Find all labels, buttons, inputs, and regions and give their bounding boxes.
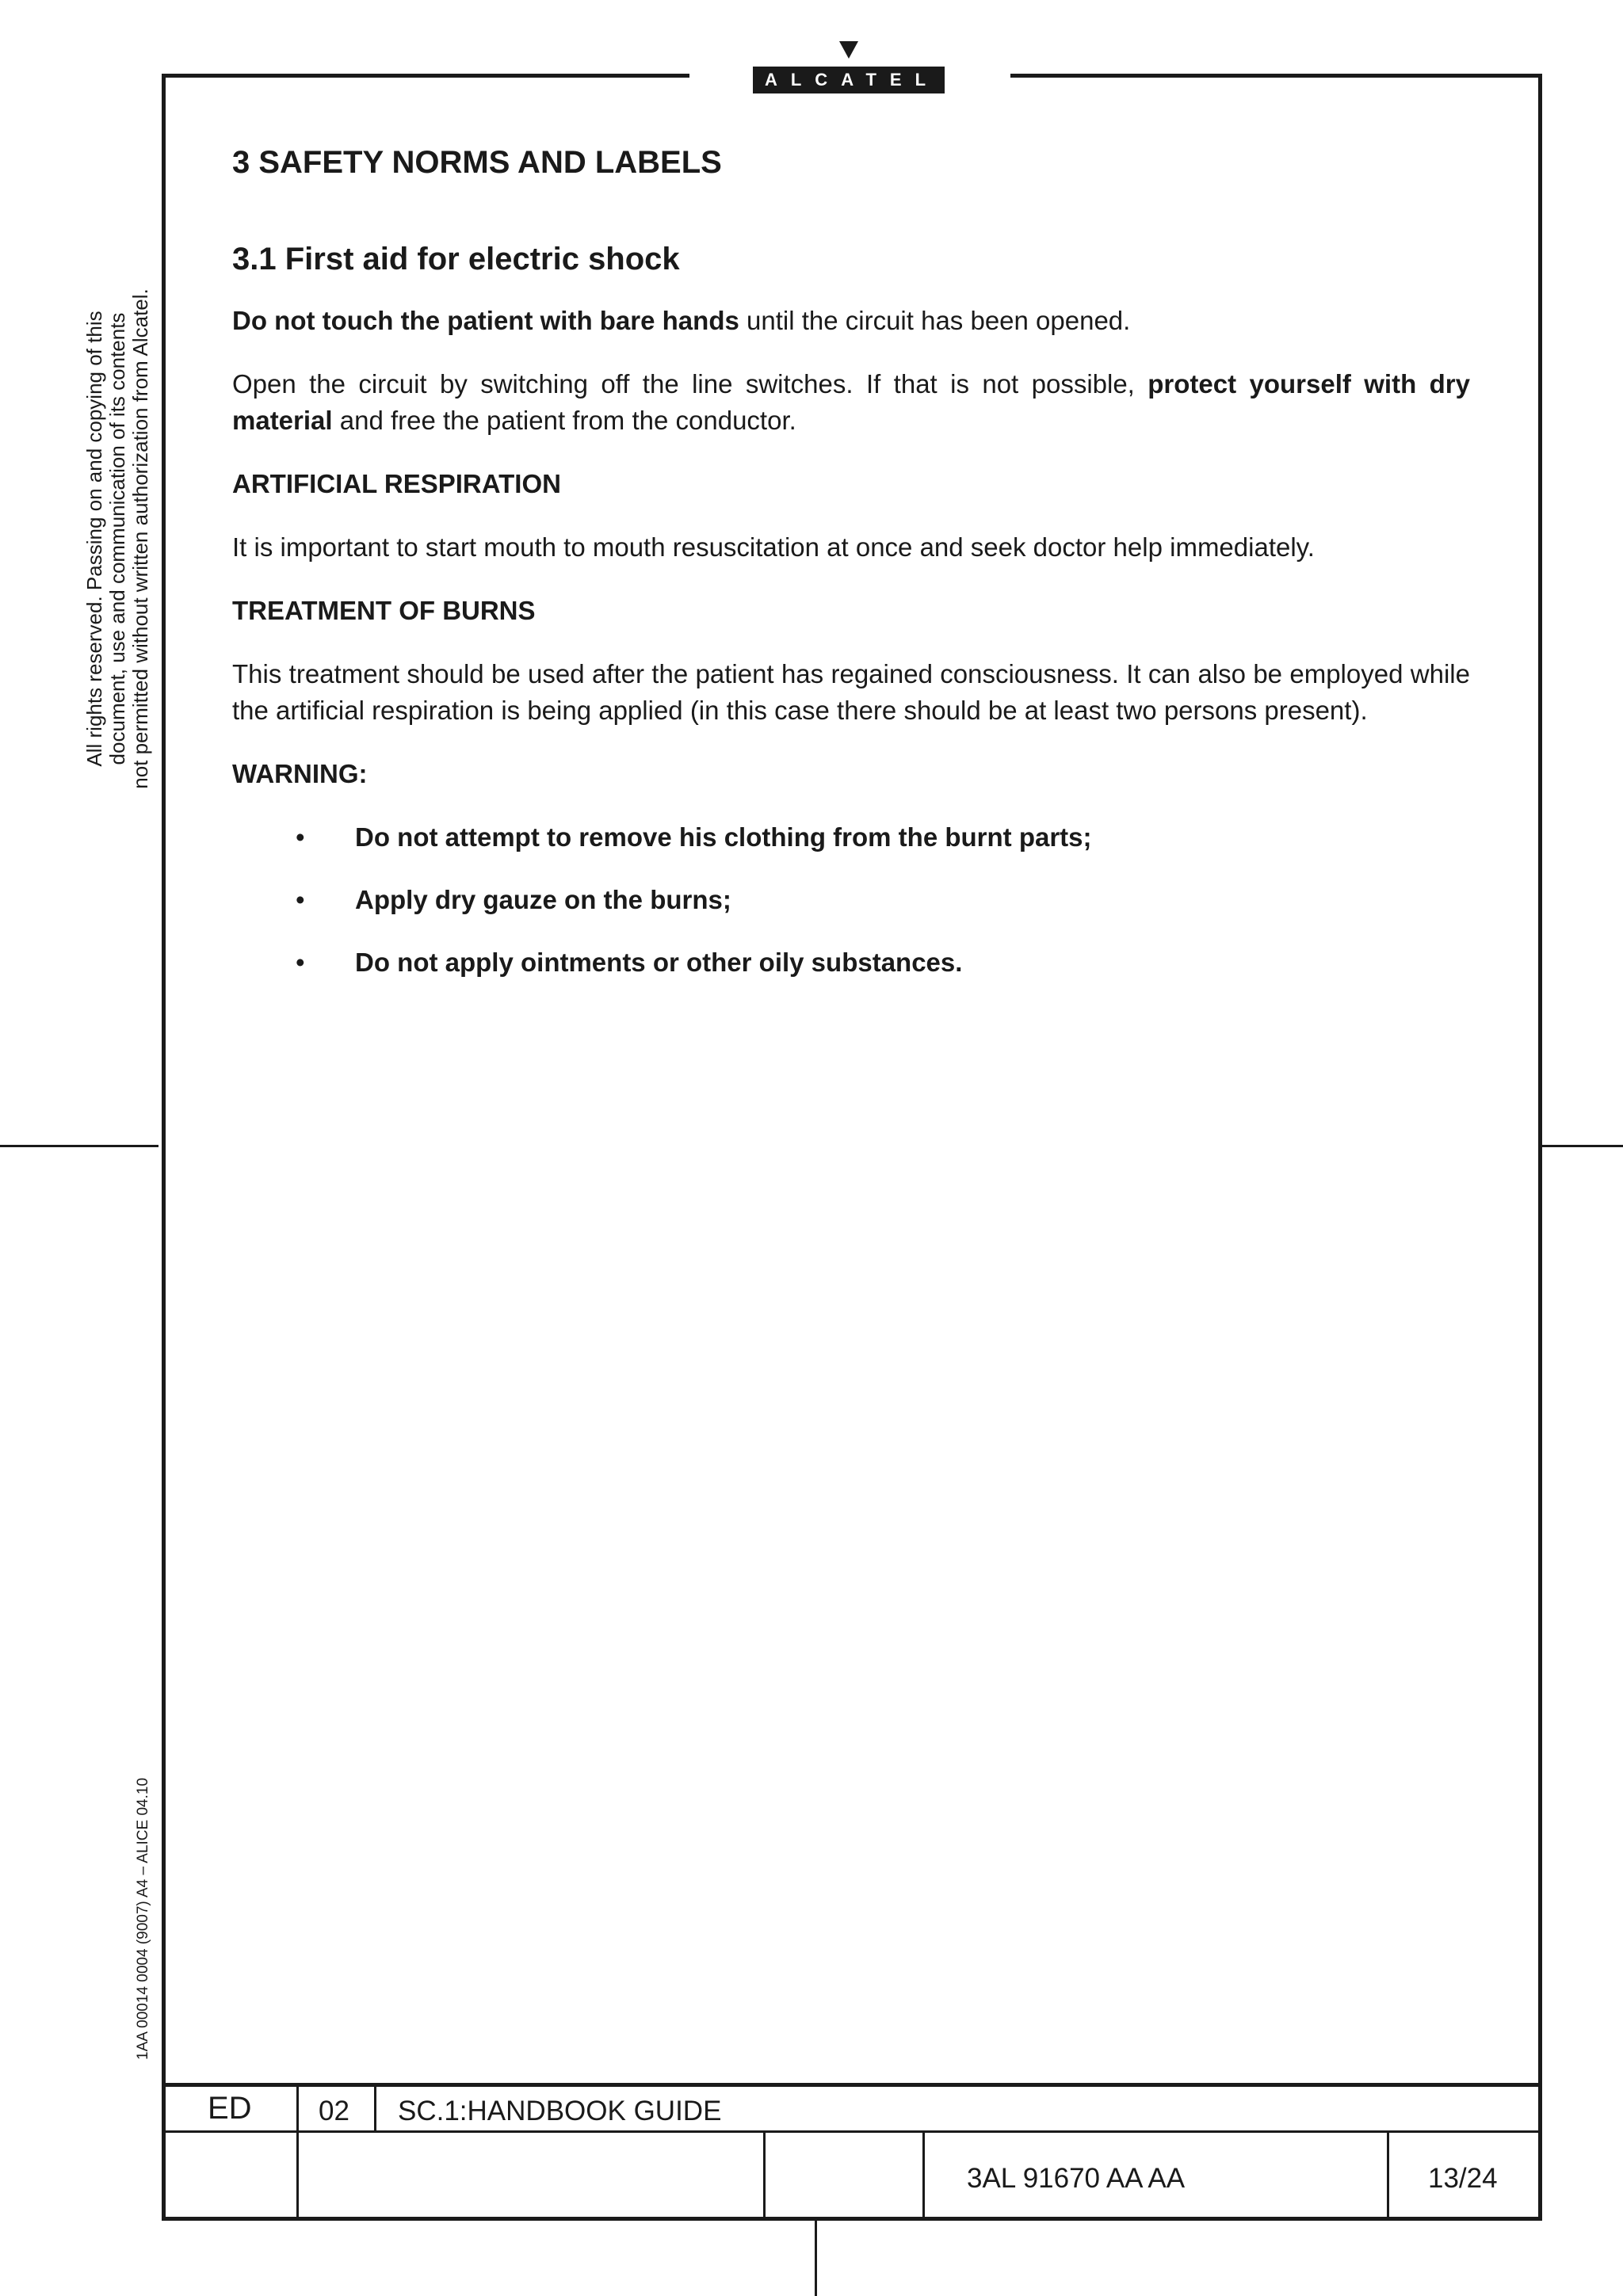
footer-divider (1387, 2130, 1389, 2221)
footer-divider (296, 2084, 299, 2221)
burns-text: This treatment should be used after the patient has regained consciousness. It can also be employed while the artificial respiration is being applied (in this case there should be at least two persons present). (232, 659, 1470, 725)
section-title: 3 SAFETY NORMS AND LABELS (232, 145, 722, 180)
footer-row-bottom (162, 2130, 1542, 2221)
artificial-respiration-text: It is important to start mouth to mouth resuscitation at once and seek doctor help immediately. (232, 532, 1315, 562)
footer-row-top (162, 2083, 1542, 2133)
logo-triangle-icon (839, 41, 858, 59)
fold-mark-right (1542, 1145, 1623, 1147)
paragraph-no-touch: Do not touch the patient with bare hands until the circuit has been opened. (232, 306, 1131, 335)
footer-divider (374, 2084, 376, 2133)
list-item: • Apply dry gauze on the burns; (232, 882, 1470, 918)
page-number: 13/24 (1428, 2163, 1498, 2194)
edition-label: ED (208, 2091, 252, 2126)
fold-mark-bottom (815, 2221, 817, 2296)
paragraph-open-circuit: Open the circuit by switching off the line switches. If that is not possible, protect yourself with dry material and free the patient from the conductor. (232, 369, 1470, 435)
footer-divider (922, 2130, 925, 2221)
bullet-icon: • (296, 822, 305, 852)
bullet-icon: • (296, 885, 305, 914)
page-content (232, 143, 1470, 1007)
burns-heading: TREATMENT OF BURNS (232, 596, 536, 625)
alcatel-logo: ALCATEL (753, 67, 945, 93)
subsection-title: 3.1 First aid for electric shock (232, 242, 680, 277)
form-code: 1AA 00014 0004 (9007) A4 – ALICE 04.10 (135, 1777, 151, 2060)
document-title: SC.1:HANDBOOK GUIDE (398, 2096, 722, 2126)
artificial-respiration-heading: ARTIFICIAL RESPIRATION (232, 469, 561, 498)
footer-divider (763, 2130, 766, 2221)
document-code: 3AL 91670 AA AA (967, 2163, 1186, 2194)
bullet-icon: • (296, 948, 305, 977)
fold-mark-left (0, 1145, 158, 1147)
edition-value: 02 (319, 2096, 349, 2126)
copyright-notice: All rights reserved. Passing on and copying of this document, use and communication of its contents not permitted without written authorization from Alcatel. (82, 288, 152, 789)
warning-list (232, 819, 1470, 981)
list-item: • Do not attempt to remove his clothing from the burnt parts; (232, 819, 1470, 856)
warning-heading: WARNING: (232, 759, 368, 788)
list-item: • Do not apply ointments or other oily substances. (232, 944, 1470, 981)
